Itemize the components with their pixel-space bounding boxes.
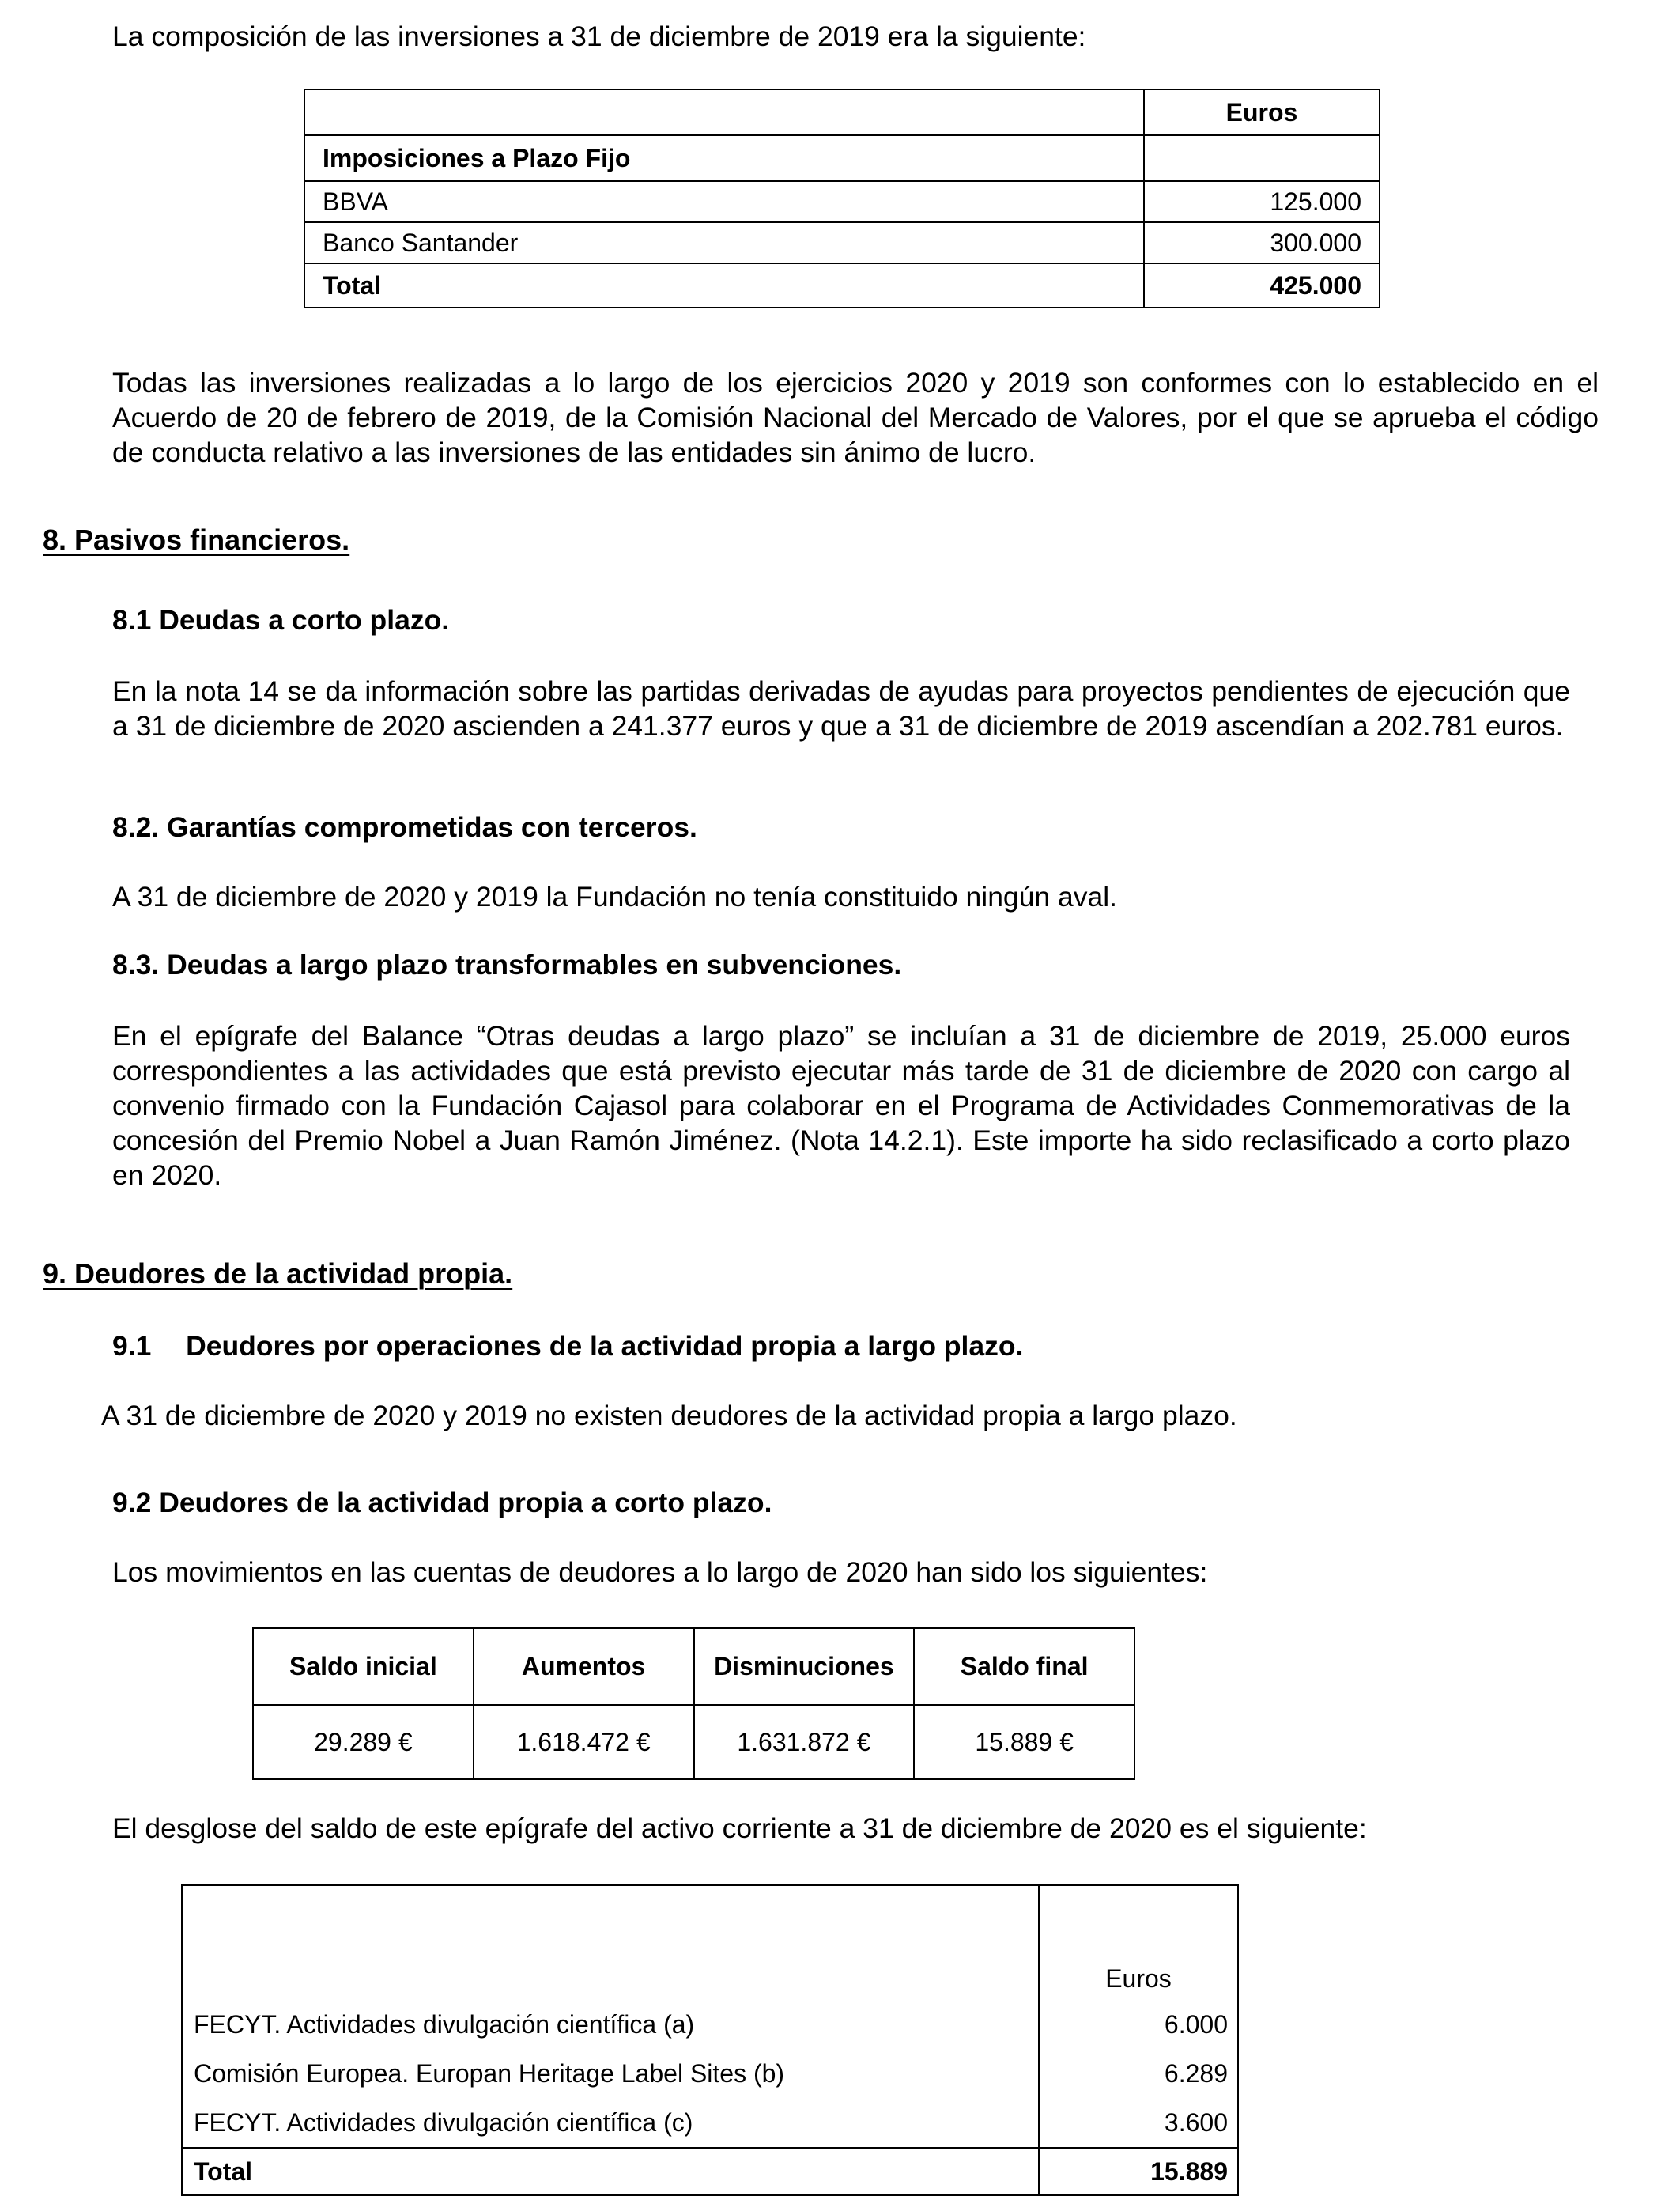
column-header: Aumentos bbox=[474, 1628, 694, 1705]
euros-header: Euros bbox=[1144, 89, 1380, 135]
table-cell bbox=[182, 1885, 1039, 2000]
row-label: FECYT. Actividades divulgación científica (c) bbox=[182, 2098, 1039, 2148]
section-8-1-text: En la nota 14 se da información sobre las partidas derivadas de ayudas para proyectos pendientes de ejecución que a 31 de diciembre de 2020 ascienden a 241.377 euros y que a 31 de diciembre de 2019 ascendían a 202.781 euros. bbox=[112, 675, 1570, 742]
movements-table bbox=[252, 1627, 1135, 1780]
table-cell bbox=[304, 89, 1144, 135]
table-row bbox=[182, 2049, 1238, 2098]
table-row bbox=[304, 135, 1380, 181]
table-header-row bbox=[253, 1628, 1134, 1705]
section-label: Imposiciones a Plazo Fijo bbox=[304, 135, 1144, 181]
row-value: 6.289 bbox=[1039, 2049, 1238, 2098]
column-header: Saldo inicial bbox=[253, 1628, 474, 1705]
row-label: BBVA bbox=[304, 181, 1144, 222]
row-label: FECYT. Actividades divulgación científica (a) bbox=[182, 2000, 1039, 2049]
section-9-1-heading bbox=[112, 1330, 1023, 1363]
total-value: 425.000 bbox=[1144, 263, 1380, 308]
table-cell: 15.889 € bbox=[914, 1705, 1134, 1779]
table-cell: 1.631.872 € bbox=[694, 1705, 915, 1779]
section-8-3-text: En el epígrafe del Balance “Otras deudas a largo plazo” se incluían a 31 de diciembre de 2019, 25.000 euros correspondientes a las actividades que está previsto ejecutar más tarde de 31 de diciembre de 2020 con cargo al convenio firmado con la Fundación Cajasol para colaborar en el Programa de Actividades Conmemorativas de la concesión del Premio Nobel a Juan Ramón Jiménez. (Nota 14.2.1). Este importe ha sido reclasificado a corto plazo en 2020. bbox=[112, 1020, 1570, 1191]
section-8-1-title: 8.1 Deudas a corto plazo. bbox=[112, 604, 450, 636]
total-label: Total bbox=[182, 2148, 1039, 2195]
breakdown-intro: El desglose del saldo de este epígrafe del activo corriente a 31 de diciembre de 2020 es el siguiente: bbox=[112, 1812, 1367, 1844]
section-9-2-text: Los movimientos en las cuentas de deudores a lo largo de 2020 han sido los siguientes: bbox=[112, 1556, 1208, 1588]
section-9-1-text: A 31 de diciembre de 2020 y 2019 no existen deudores de la actividad propia a largo plazo. bbox=[101, 1400, 1237, 1431]
table-header-row bbox=[304, 89, 1380, 135]
section-9-2-title: 9.2 Deudores de la actividad propia a corto plazo. bbox=[112, 1487, 772, 1518]
table-row bbox=[304, 181, 1380, 222]
section-9-1-number: 9.1 bbox=[112, 1330, 152, 1362]
table-cell: 29.289 € bbox=[253, 1705, 474, 1779]
table-row bbox=[182, 2098, 1238, 2148]
investments-table bbox=[304, 89, 1380, 308]
table-cell: 1.618.472 € bbox=[474, 1705, 694, 1779]
total-row bbox=[304, 263, 1380, 308]
row-value: 3.600 bbox=[1039, 2098, 1238, 2148]
euros-header: Euros bbox=[1039, 1885, 1238, 2000]
section-8-3-title: 8.3. Deudas a largo plazo transformables en subvenciones. bbox=[112, 949, 902, 981]
table-cell bbox=[1144, 135, 1380, 181]
row-value: 300.000 bbox=[1144, 222, 1380, 263]
table-row bbox=[253, 1705, 1134, 1779]
column-header: Saldo final bbox=[914, 1628, 1134, 1705]
section-8-2-text: A 31 de diciembre de 2020 y 2019 la Fundación no tenía constituido ningún aval. bbox=[112, 881, 1118, 913]
section-8-title: 8. Pasivos financieros. bbox=[43, 523, 350, 556]
table-header-row bbox=[182, 1885, 1238, 2000]
total-label: Total bbox=[304, 263, 1144, 308]
table-row bbox=[304, 222, 1380, 263]
table-row bbox=[182, 2000, 1238, 2049]
section-8-2-title: 8.2. Garantías comprometidas con terceros. bbox=[112, 811, 697, 843]
breakdown-table bbox=[181, 1884, 1239, 2196]
total-row bbox=[182, 2148, 1238, 2195]
column-header: Disminuciones bbox=[694, 1628, 915, 1705]
row-label: Banco Santander bbox=[304, 222, 1144, 263]
total-value: 15.889 bbox=[1039, 2148, 1238, 2195]
row-label: Comisión Europea. Europan Heritage Label Sites (b) bbox=[182, 2049, 1039, 2098]
section-9-1-title: Deudores por operaciones de la actividad propia a largo plazo. bbox=[186, 1330, 1024, 1362]
investments-note: Todas las inversiones realizadas a lo largo de los ejercicios 2020 y 2019 son conformes con lo establecido en el Acuerdo de 20 de febrero de 2019, de la Comisión Nacional del Mercado de Valores, por el que se aprueba el código de conducta relativo a las inversiones de las entidades sin ánimo de lucro. bbox=[112, 367, 1599, 468]
intro-text: La composición de las inversiones a 31 de diciembre de 2019 era la siguiente: bbox=[112, 21, 1086, 52]
row-value: 6.000 bbox=[1039, 2000, 1238, 2049]
section-9-title: 9. Deudores de la actividad propia. bbox=[43, 1257, 513, 1290]
row-value: 125.000 bbox=[1144, 181, 1380, 222]
